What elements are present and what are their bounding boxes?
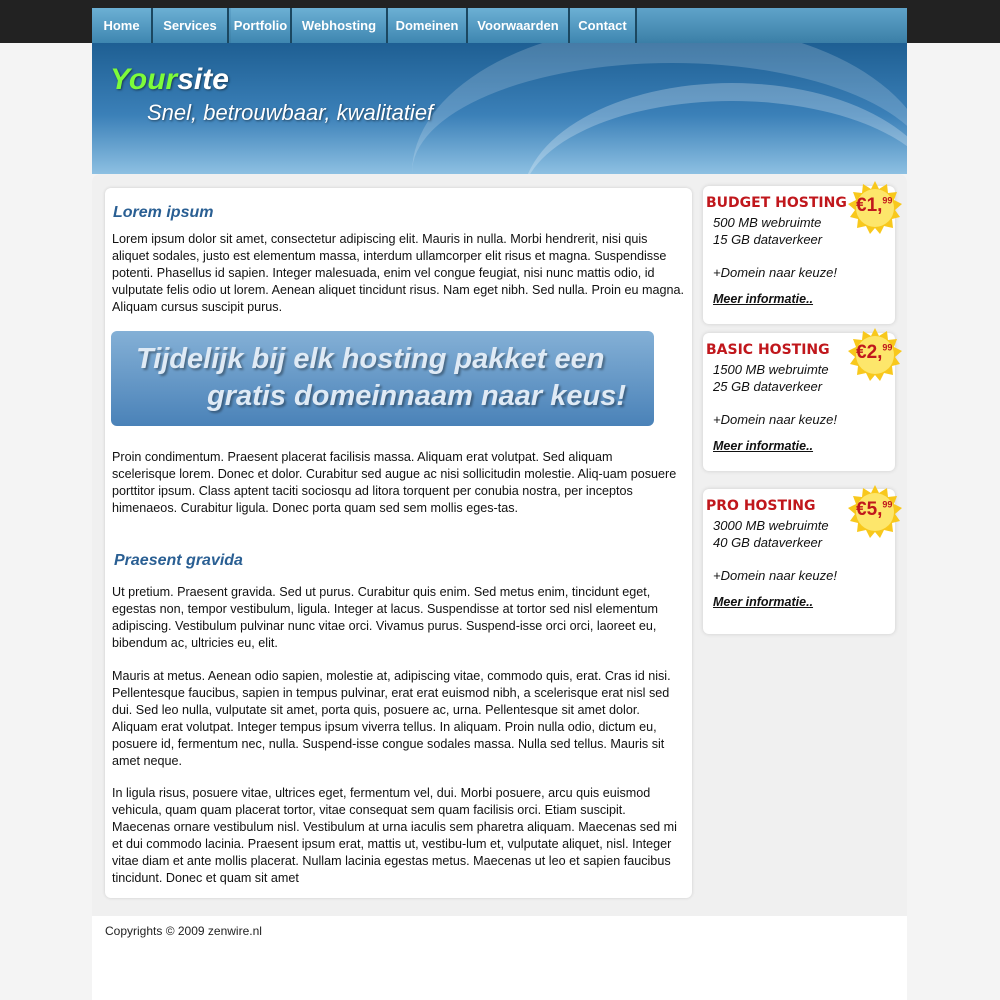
price-starburst	[848, 181, 900, 233]
heading-lorem-ipsum: Lorem ipsum	[113, 204, 214, 221]
nav-portfolio[interactable]: Portfolio	[231, 8, 292, 43]
package-price	[856, 195, 892, 217]
nav-voorwaarden[interactable]: Voorwaarden	[468, 8, 570, 43]
promo-line-1: Tijdelijk bij elk hosting pakket een	[136, 343, 605, 375]
logo-site: site	[177, 63, 229, 96]
nav-webhosting[interactable]: Webhosting	[292, 8, 388, 43]
nav-domeinen[interactable]: Domeinen	[388, 8, 468, 43]
paragraph-4: Mauris at metus. Aenean odio sapien, molestie at, adipiscing vitae, commodo quis, erat. Cras id nisi. Pellentesque faucibus, sapien in tempus pulvinar, erat erat euismod nibh, a scelerisque erat nisl sed dui. Sed leo nulla, vulputate sit amet, porta quis, posuere ac, urna. Pellentesque sit amet dolor. Aliquam erat volutpat. Integer tempus ipsum viverra tellus. In aliquam. Proin nulla odio, dictum eu, posuere id, fermentum nec, nulla. Suspend-isse congue sodales massa. Nulla sed tellus. Mauris sit amet neque.	[112, 669, 671, 768]
paragraph-5: In ligula risus, posuere vitae, ultrices eget, fermentum vel, dui. Morbi posuere, arcu quis euismod vehicula, quam quam placerat tortor, vitae consequat sem quam facilisis orci. Etiam suscipit. Maecenas ornare vestibulum nisl. Vestibulum at urna iaculis sem pharetra aliquam. Maecenas sed mi et dui commodo lacinia. Praesent ipsum erat, mattis ut, vestibu-lum et, vulputate aliquet, nisl. Integer vitae diam et ante mollis placerat. Nullam lacinia egestas metus. Maecenas ut leo et sapien faucibus tincidunt. Donec et quam sit amet	[112, 786, 677, 885]
nav-services[interactable]: Services	[153, 8, 229, 43]
package-title: PRO HOSTING	[706, 498, 816, 514]
package-traffic: 40 GB dataverkeer	[713, 535, 823, 550]
package-title: BASIC HOSTING	[706, 342, 830, 358]
site-logo[interactable]	[110, 63, 229, 97]
footer-copyright: Copyrights © 2009 zenwire.nl	[105, 924, 262, 938]
price-cents: 99	[882, 499, 893, 510]
main-nav	[92, 8, 907, 43]
paragraph-2: Proin condimentum. Praesent placerat facilisis massa. Aliquam erat volutpat. Sed aliquam scelerisque lorem. Donec et dolor. Curabitur sed augue ac nisi sollicitudin molestie. Aliq-uam posuere porttitor ipsum. Class aptent taciti sociosqu ad litora torquent per conubia nostra, per inceptos himenaeos. Curabitur ligula. Donec porta quam sed sem mollis eges-tas.	[112, 450, 677, 515]
package-space: 3000 MB webruimte	[713, 518, 829, 533]
nav-contact[interactable]: Contact	[570, 8, 637, 43]
package-basic	[703, 333, 895, 471]
more-info-link[interactable]: Meer informatie..	[713, 292, 814, 306]
nav-home[interactable]: Home	[92, 8, 153, 43]
package-title: BUDGET HOSTING	[706, 195, 847, 211]
package-extra: +Domein naar keuze!	[713, 265, 837, 280]
promo-banner[interactable]	[111, 331, 654, 426]
more-info-link[interactable]: Meer informatie..	[713, 595, 814, 609]
price-cents: 99	[882, 195, 893, 206]
paragraph-3: Ut pretium. Praesent gravida. Sed ut purus. Curabitur quis enim. Sed metus enim, tincidunt eget, egestas non, tempor vestibulum, ligula. Integer at lacus. Suspendisse at tortor sed nisl elementum adipiscing. Vestibulum pulvinar nunc vitae orci. Vivamus purus. Suspend-isse orci orci, laoreet eu, bibendum ac, ultricies eu, elit.	[112, 585, 659, 650]
package-traffic: 15 GB dataverkeer	[713, 232, 823, 247]
price-main: €2,	[856, 342, 883, 363]
site-slogan: Snel, betrouwbaar, kwalitatief	[147, 100, 434, 125]
package-price	[856, 499, 892, 521]
promo-line-2: gratis domeinnaam naar keus!	[207, 380, 627, 412]
header-banner	[92, 43, 907, 174]
package-space: 500 MB webruimte	[713, 215, 822, 230]
more-info-link[interactable]: Meer informatie..	[713, 439, 814, 453]
package-extra: +Domein naar keuze!	[713, 412, 837, 427]
package-extra: +Domein naar keuze!	[713, 568, 837, 583]
price-cents: 99	[882, 342, 893, 353]
main-content	[105, 188, 692, 898]
package-space: 1500 MB webruimte	[713, 362, 829, 377]
price-starburst	[848, 328, 900, 380]
package-budget	[703, 186, 895, 324]
package-pro	[703, 489, 895, 634]
price-starburst	[848, 485, 900, 537]
footer	[92, 916, 907, 1000]
heading-praesent-gravida: Praesent gravida	[114, 552, 243, 569]
package-traffic: 25 GB dataverkeer	[713, 379, 823, 394]
package-price	[856, 342, 892, 364]
price-main: €1,	[856, 195, 883, 216]
paragraph-1: Lorem ipsum dolor sit amet, consectetur adipiscing elit. Mauris in nulla. Morbi hendrerit, nisi quis aliquet sodales, justo est elementum massa, interdum ullamcorper elit risus et magna. Suspendisse potenti. Phasellus id sapien. Integer malesuada, enim vel congue feugiat, nisi nunc mattis odio, id vulputate felis odio ut lorem. Aenean aliquet tincidunt risus. Nam eget nibh. Sed nulla. Proin eu magna. Aliquam cursus suscipit purus.	[112, 232, 684, 314]
price-main: €5,	[856, 499, 883, 520]
logo-your: Your	[110, 63, 178, 96]
